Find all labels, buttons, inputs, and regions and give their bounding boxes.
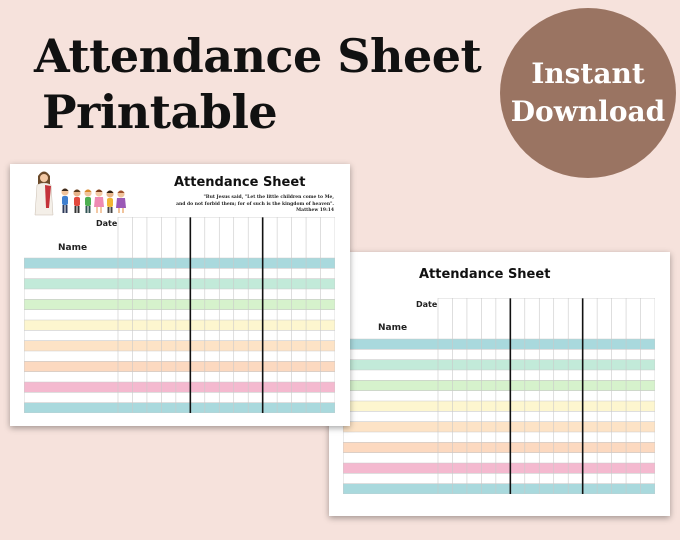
attendance-row — [24, 268, 335, 278]
attendance-row — [24, 351, 335, 361]
sheet-title: Attendance Sheet — [174, 175, 306, 190]
attendance-row — [343, 370, 655, 380]
attendance-row — [343, 484, 655, 494]
date-label: Date — [96, 219, 118, 228]
name-label: Name — [58, 243, 88, 253]
attendance-row — [343, 349, 655, 359]
attendance-row — [24, 392, 335, 402]
attendance-grid — [24, 217, 335, 413]
attendance-row — [343, 339, 655, 349]
attendance-row — [343, 360, 655, 370]
sheet-title: Attendance Sheet — [419, 267, 551, 282]
headline — [34, 28, 481, 140]
attendance-row — [343, 411, 655, 421]
attendance-row — [24, 289, 335, 299]
headline-line-1: Attendance Sheet — [34, 29, 482, 83]
verse-reference: Matthew 19:14 — [296, 208, 334, 213]
bible-verse — [176, 195, 334, 215]
name-label: Name — [378, 323, 408, 333]
badge-line-2: Download — [510, 95, 666, 128]
attendance-row — [24, 372, 335, 382]
attendance-row — [24, 382, 335, 392]
date-label: Date — [416, 300, 438, 309]
attendance-row — [24, 299, 335, 309]
instant-download-badge — [500, 8, 676, 178]
verse-line-1: "But Jesus said, "Let the little children come to Me, — [203, 195, 334, 200]
attendance-row — [343, 442, 655, 452]
sheet-preview-left — [10, 164, 350, 426]
headline-line-2: Printable — [42, 85, 278, 139]
attendance-row — [24, 258, 335, 268]
jesus-with-children-illustration — [32, 168, 132, 218]
verse-line-2: and do not forbid them; for of such is the kingdom of heaven". — [176, 201, 334, 207]
sheet-preview-right — [329, 252, 670, 516]
attendance-row — [343, 463, 655, 473]
attendance-row — [24, 403, 335, 413]
badge-line-1: Instant — [531, 57, 645, 90]
attendance-row — [343, 422, 655, 432]
attendance-row — [343, 380, 655, 390]
attendance-row — [24, 361, 335, 371]
attendance-row — [343, 432, 655, 442]
attendance-row — [24, 310, 335, 320]
attendance-row — [24, 279, 335, 289]
attendance-row — [343, 391, 655, 401]
attendance-row — [24, 330, 335, 340]
attendance-grid — [343, 298, 655, 494]
attendance-row — [343, 473, 655, 483]
attendance-row — [24, 341, 335, 351]
attendance-row — [343, 401, 655, 411]
attendance-row — [343, 453, 655, 463]
attendance-row — [24, 320, 335, 330]
